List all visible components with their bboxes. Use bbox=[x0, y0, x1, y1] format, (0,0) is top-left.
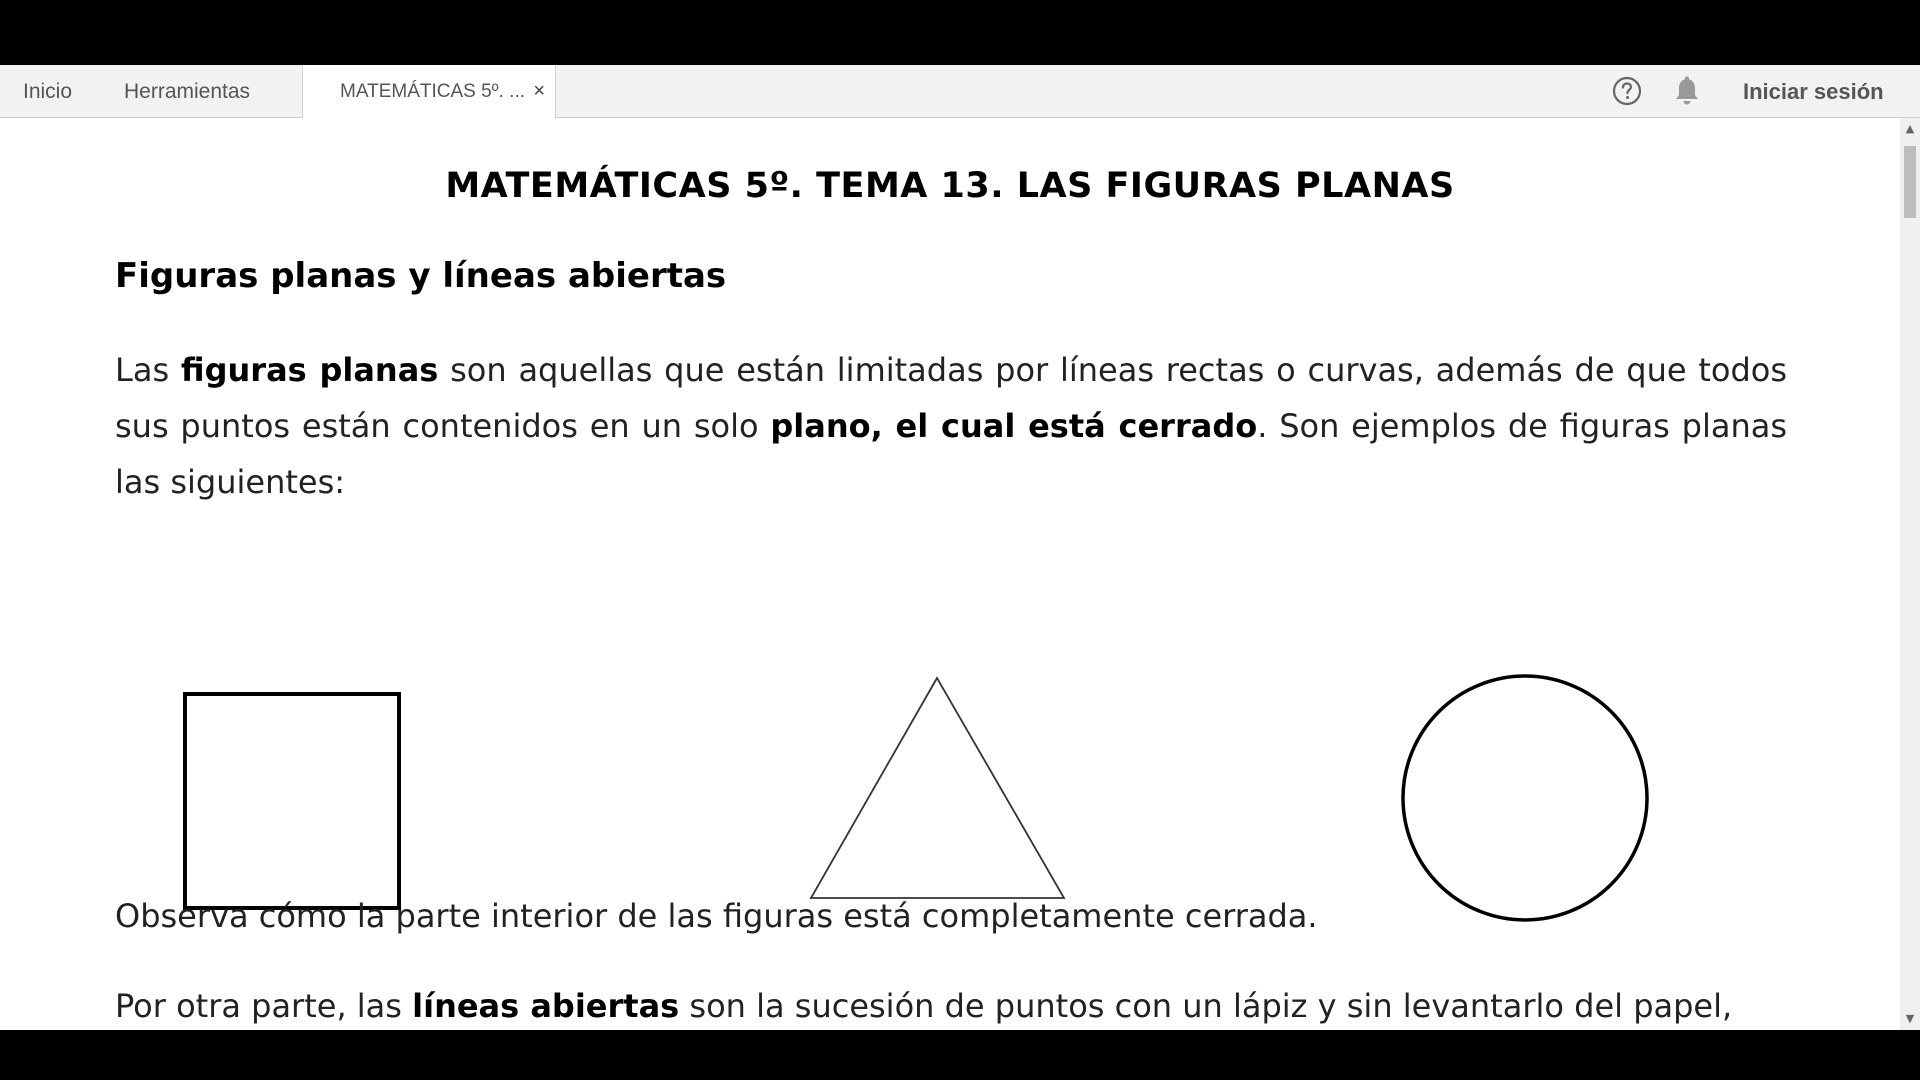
intro-paragraph bbox=[115, 342, 1787, 510]
sign-in-button[interactable]: Iniciar sesión bbox=[1743, 79, 1884, 104]
circle-shape bbox=[1403, 676, 1647, 920]
tab-herramientas[interactable]: Herramientas bbox=[124, 80, 251, 103]
open-lines-paragraph bbox=[115, 978, 1787, 1030]
bell-icon[interactable] bbox=[1673, 75, 1701, 107]
tab-inicio[interactable]: Inicio bbox=[23, 80, 73, 103]
close-tab-icon[interactable]: × bbox=[533, 80, 545, 102]
triangle-shape bbox=[811, 678, 1064, 898]
help-circle-icon[interactable] bbox=[1611, 75, 1643, 107]
document-tab-label: MATEMÁTICAS 5º. ... bbox=[340, 81, 525, 102]
scroll-thumb[interactable] bbox=[1904, 146, 1916, 218]
term-plano-cerrado: plano, el cual está cerrado bbox=[770, 407, 1258, 445]
intro-text-2: son aquellas que están limitadas por líneas rectas o curvas, además de que todos sus puntos están contenidos en un solo bbox=[115, 351, 1788, 445]
observation-text: Observa cómo la parte interior de las figuras está completamente cerrada. bbox=[115, 897, 1318, 935]
scroll-up-arrow-icon[interactable]: ▲ bbox=[1905, 122, 1915, 135]
top-toolbar bbox=[0, 65, 1920, 118]
document-view[interactable] bbox=[0, 118, 1900, 1030]
term-lineas-abiertas: líneas abiertas bbox=[412, 987, 680, 1025]
term-figuras-planas: figuras planas bbox=[180, 351, 439, 389]
document-tab[interactable] bbox=[302, 65, 556, 118]
scroll-down-arrow-icon[interactable]: ▼ bbox=[1905, 1012, 1915, 1025]
vertical-scrollbar[interactable] bbox=[1900, 118, 1920, 1030]
intro-text-1: Las bbox=[115, 351, 181, 389]
square-shape bbox=[185, 694, 399, 908]
intro-text-3: . Son ejemplos de figuras planas las siguientes: bbox=[115, 407, 1788, 501]
section-heading: Figuras planas y líneas abiertas bbox=[115, 256, 727, 296]
page-title: MATEMÁTICAS 5º. TEMA 13. LAS FIGURAS PLANAS bbox=[445, 166, 1455, 206]
para2-text-2: son la sucesión de puntos con un lápiz y sin levantarlo del papel, bbox=[679, 987, 1733, 1025]
para2-text-1: Por otra parte, las bbox=[115, 987, 413, 1025]
